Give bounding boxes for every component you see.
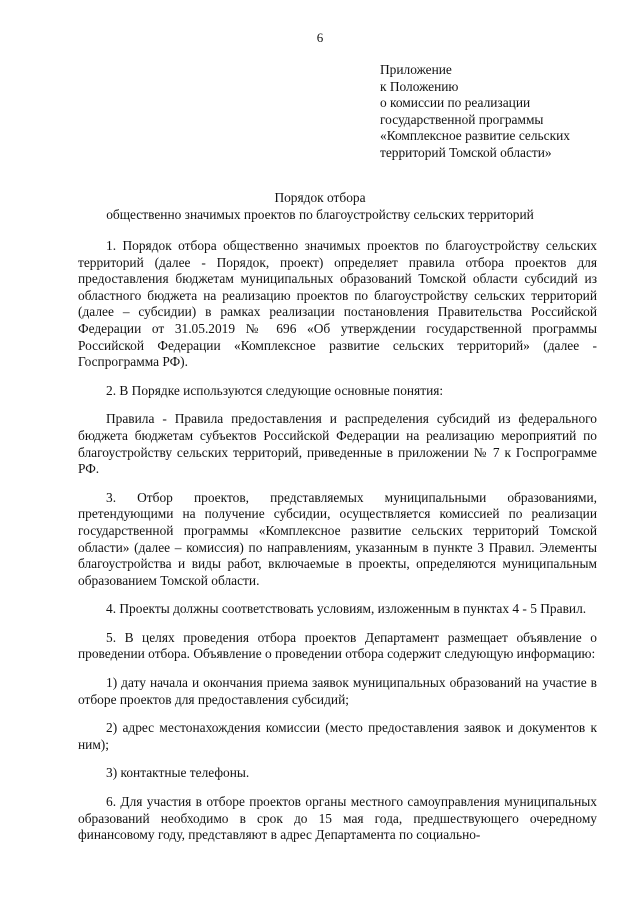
paragraph-2: 2. В Порядке используются следующие основные понятия: — [106, 382, 444, 398]
appendix-header — [380, 62, 630, 162]
paragraph-definition: Правила - Правила предоставления и распределения субсидий из федерального бюджета бюджетам субъектов Российской Федерации на реализацию мероприятий по благоустройству сельских территорий, приведенные в приложении № 7 к Госпрограмме РФ. — [78, 411, 597, 477]
paragraph-4: 4. Проекты должны соответствовать условиям, изложенным в пунктах 4 - 5 Правил. — [106, 601, 587, 617]
list-item-2: 2) адрес местонахождения комиссии (место предоставления заявок и документов к ним); — [78, 720, 597, 752]
appendix-line: о комиссии по реализации — [380, 95, 531, 111]
appendix-line: «Комплексное развитие сельских — [380, 128, 570, 144]
appendix-line: государственной программы — [380, 111, 544, 127]
paragraph-1: 1. Порядок отбора общественно значимых проектов по благоустройству сельских территорий (далее - Порядок, проект) определяет правила отбора проектов для предоставления бюджетам муниципальных образований Томской области субсидий из областного бюджета на реализацию проектов по благоустройству сельских территорий (далее – субсидии) в рамках реализации постановления Правительства Российской Федерации от 31.05.2019 № 696 «Об утверждении государственной программы Российской Федерации «Комплексное развитие сельских территорий» (далее - Госпрограмма РФ). — [78, 238, 597, 370]
list-item-3: 3) контактные телефоны. — [106, 765, 250, 781]
document-title — [0, 190, 640, 223]
list-item-1: 1) дату начала и окончания приема заявок муниципальных образований на участие в отборе проектов для предоставления субсидий; — [78, 675, 597, 707]
title-line-2: общественно значимых проектов по благоустройству сельских территорий — [106, 206, 534, 222]
appendix-line: к Положению — [380, 78, 459, 94]
page-number: 6 — [316, 30, 324, 45]
paragraph-3: 3. Отбор проектов, представляемых муниципальными образованиями, претендующими на получение субсидии, осуществляется комиссией по реализации государственной программы «Комплексное развитие сельских территорий Томской области» (далее – комиссия) по направлениям, указанным в пункте 3 Правил. Элементы благоустройства и виды работ, включаемые в проекты, определяются муниципальным образованием Томской области. — [78, 489, 597, 588]
paragraph-6: 6. Для участия в отборе проектов органы местного самоуправления муниципальных образований необходимо в срок до 15 мая года, предшествующего очередному финансовому году, представляют в адрес Департамента по социально- — [78, 794, 597, 843]
paragraph-5: 5. В целях проведения отбора проектов Департамент размещает объявление о проведении отбора. Объявление о проведении отбора содержит следующую информацию: — [78, 629, 597, 662]
title-line-1: Порядок отбора — [274, 190, 366, 205]
appendix-line: территорий Томской области» — [380, 144, 552, 160]
appendix-line: Приложение — [380, 62, 452, 77]
document-body — [78, 238, 597, 856]
